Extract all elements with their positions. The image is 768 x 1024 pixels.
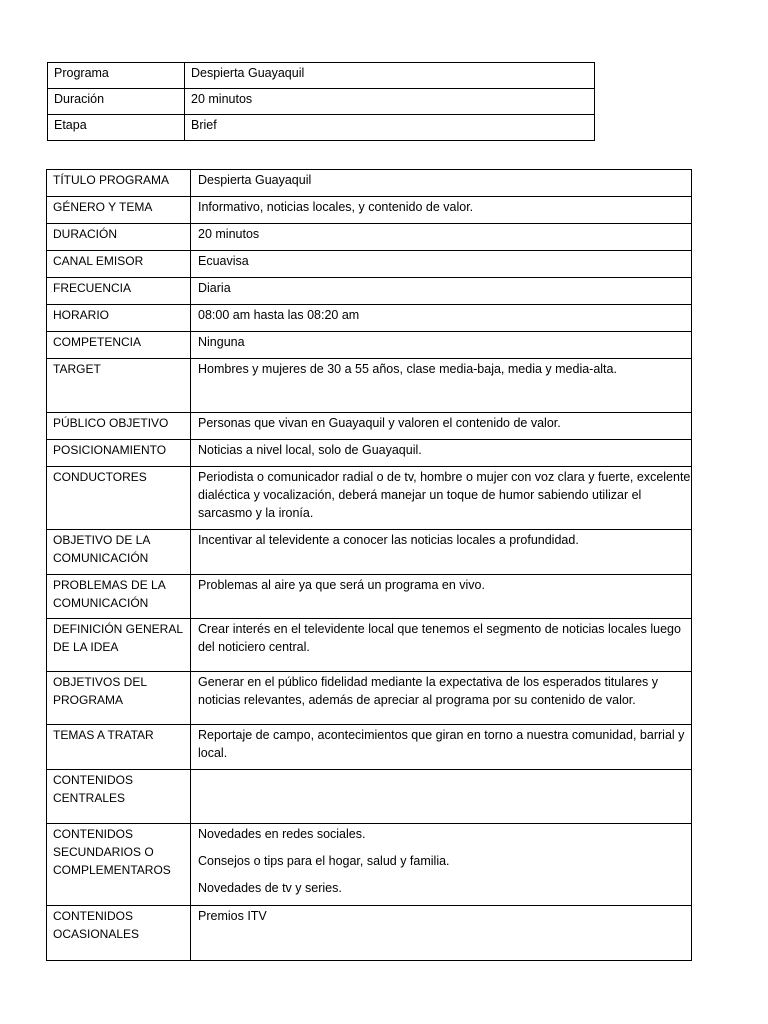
brief-value: Periodista o comunicador radial o de tv, hombre o mujer con voz clara y fuerte, excelente dialéctica y vocalización, deberá manejar un toque de humor sabiendo utilizar el sarcasmo y la ironía. xyxy=(191,467,692,530)
summary-label-duracion: Duración xyxy=(48,89,185,115)
brief-label: GÉNERO Y TEMA xyxy=(47,197,191,224)
table-row xyxy=(47,824,692,906)
brief-label: TARGET xyxy=(47,359,191,413)
table-row xyxy=(47,440,692,467)
table-row xyxy=(47,332,692,359)
table-row xyxy=(47,770,692,824)
brief-value: Generar en el público fidelidad mediante la expectativa de los esperados titulares y noticias relevantes, además de apreciar al programa por su contenido de valor. xyxy=(191,672,692,725)
brief-value: 08:00 am hasta las 08:20 am xyxy=(191,305,692,332)
brief-value: Informativo, noticias locales, y contenido de valor. xyxy=(191,197,692,224)
table-row xyxy=(47,575,692,619)
brief-label: CONTENIDOS SECUNDARIOS O COMPLEMENTAROS xyxy=(47,824,191,906)
summary-value-duracion: 20 minutos xyxy=(185,89,595,115)
brief-label: TEMAS A TRATAR xyxy=(47,725,191,770)
brief-value: Despierta Guayaquil xyxy=(191,170,692,197)
table-row xyxy=(47,251,692,278)
table-row xyxy=(47,224,692,251)
table-row xyxy=(47,467,692,530)
brief-label: CONTENIDOS OCASIONALES xyxy=(47,906,191,961)
brief-label: PROBLEMAS DE LA COMUNICACIÓN xyxy=(47,575,191,619)
brief-value: Problemas al aire ya que será un programa en vivo. xyxy=(191,575,692,619)
brief-value xyxy=(191,770,692,824)
brief-label: HORARIO xyxy=(47,305,191,332)
table-row xyxy=(47,170,692,197)
brief-value: Ninguna xyxy=(191,332,692,359)
brief-label: DEFINICIÓN GENERAL DE LA IDEA xyxy=(47,619,191,672)
brief-label: FRECUENCIA xyxy=(47,278,191,305)
table-row xyxy=(47,413,692,440)
summary-label-etapa: Etapa xyxy=(48,115,185,141)
table-row xyxy=(48,89,595,115)
brief-label: DURACIÓN xyxy=(47,224,191,251)
table-row xyxy=(47,906,692,961)
brief-value: Premios ITV xyxy=(191,906,692,961)
brief-label: CANAL EMISOR xyxy=(47,251,191,278)
summary-label-programa: Programa xyxy=(48,63,185,89)
brief-label: POSICIONAMIENTO xyxy=(47,440,191,467)
list-item: Consejos o tips para el hogar, salud y familia. xyxy=(198,854,450,868)
list-item: Novedades de tv y series. xyxy=(198,881,342,895)
table-row xyxy=(47,619,692,672)
brief-value: Ecuavisa xyxy=(191,251,692,278)
table-row xyxy=(47,530,692,575)
brief-value: Hombres y mujeres de 30 a 55 años, clase media-baja, media y media-alta. xyxy=(191,359,692,413)
table-row xyxy=(47,197,692,224)
table-row xyxy=(48,63,595,89)
brief-label: CONDUCTORES xyxy=(47,467,191,530)
table-row xyxy=(48,115,595,141)
list-item: Novedades en redes sociales. xyxy=(198,827,366,841)
summary-value-etapa: Brief xyxy=(185,115,595,141)
brief-value: Noticias a nivel local, solo de Guayaquil. xyxy=(191,440,692,467)
table-row xyxy=(47,278,692,305)
brief-label: CONTENIDOS CENTRALES xyxy=(47,770,191,824)
brief-value: Incentivar al televidente a conocer las noticias locales a profundidad. xyxy=(191,530,692,575)
table-row xyxy=(47,672,692,725)
table-row xyxy=(47,305,692,332)
brief-value: Crear interés en el televidente local que tenemos el segmento de noticias locales luego del noticiero central. xyxy=(191,619,692,672)
brief-value: 20 minutos xyxy=(191,224,692,251)
program-summary-table xyxy=(47,62,595,141)
table-row xyxy=(47,725,692,770)
brief-value: Reportaje de campo, acontecimientos que giran en torno a nuestra comunidad, barrial y local. xyxy=(191,725,692,770)
brief-value: Personas que vivan en Guayaquil y valoren el contenido de valor. xyxy=(191,413,692,440)
brief-label: PÚBLICO OBJETIVO xyxy=(47,413,191,440)
brief-label: OBJETIVO DE LA COMUNICACIÓN xyxy=(47,530,191,575)
summary-value-programa: Despierta Guayaquil xyxy=(185,63,595,89)
brief-value: Diaria xyxy=(191,278,692,305)
program-brief-table xyxy=(46,169,692,961)
brief-value-list xyxy=(191,824,692,906)
brief-label: OBJETIVOS DEL PROGRAMA xyxy=(47,672,191,725)
table-row xyxy=(47,359,692,413)
brief-label: COMPETENCIA xyxy=(47,332,191,359)
brief-label: TÍTULO PROGRAMA xyxy=(47,170,191,197)
